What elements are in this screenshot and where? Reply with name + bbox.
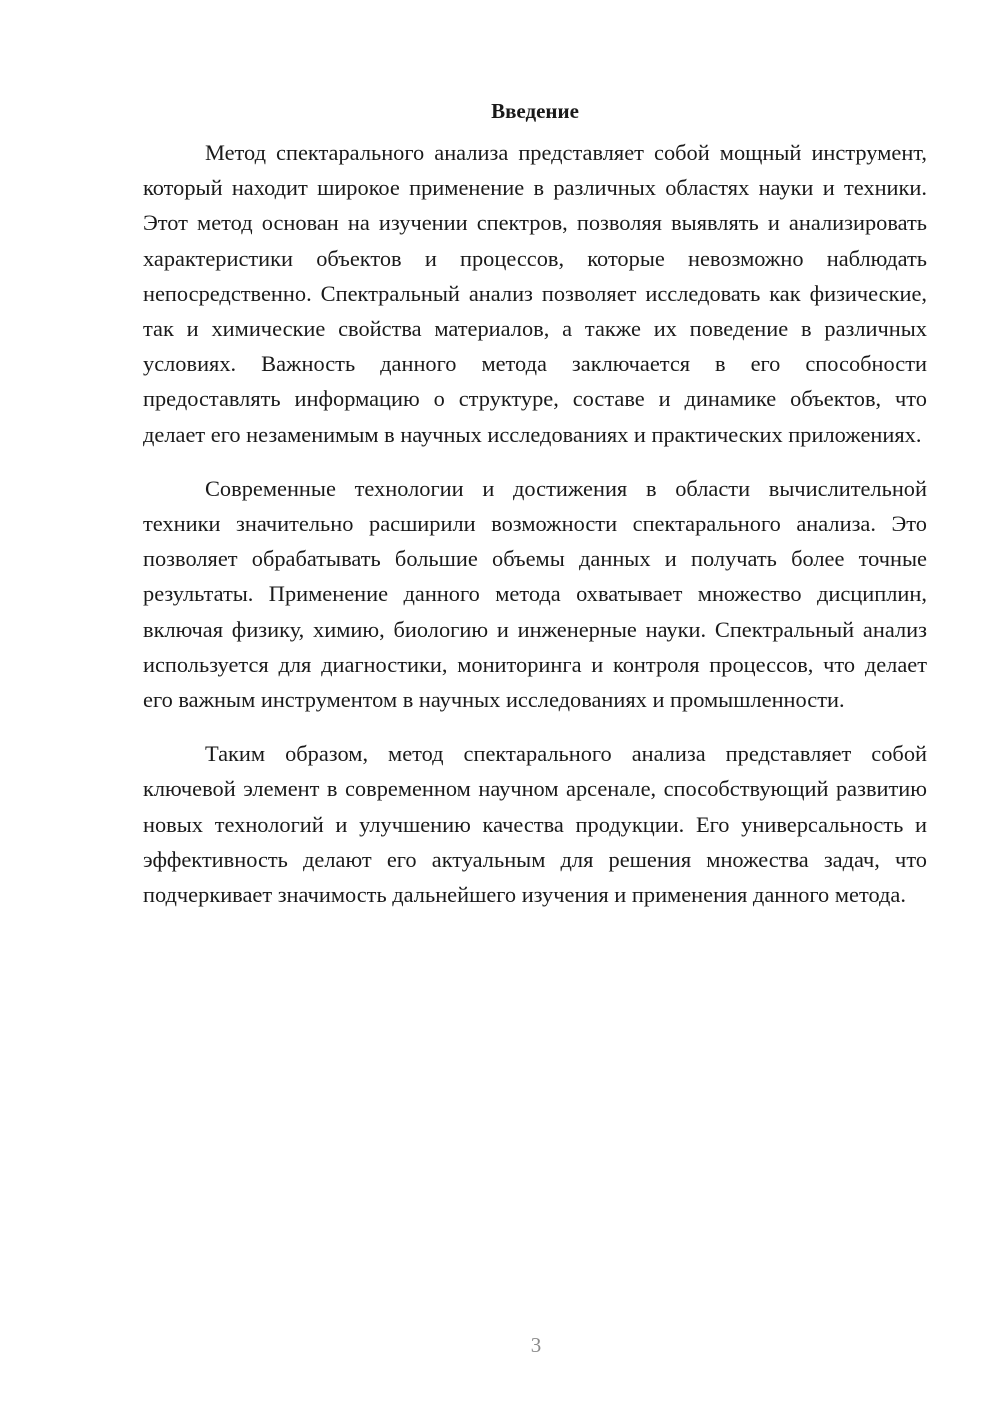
paragraph-1: Метод спектарального анализа представляет собой мощный инструмент, который находит широкое применение в различных областях науки и техники. Этот метод основан на изучении спектров, позволяя выявлять и анализировать характеристики объектов и процессов, которые невозможно наблюдать непосредственно. Спектральный анализ позволяет исследовать как физические, так и химические свойства материалов, а также их поведение в различных условиях. Важность данного метода заключается в его способности предоставлять информацию о структуре, составе и динамике объектов, что делает его незаменимым в научных исследованиях и практических приложениях. (143, 140, 927, 447)
page-title: Введение (491, 99, 579, 123)
page-number: 3 (530, 1333, 542, 1357)
paragraph-3: Таким образом, метод спектарального анализа представляет собой ключевой элемент в современном научном арсенале, способствующий развитию новых технологий и улучшению качества продукции. Его универсальность и эффективность делают его актуальным для решения множества задач, что подчеркивает значимость дальнейшего изучения и применения данного метода. (143, 741, 927, 908)
page-content (143, 94, 927, 931)
paragraph-2: Современные технологии и достижения в области вычислительной техники значительно расширили возможности спектарального анализа. Это позволяет обрабатывать большие объемы данных и получать более точные результаты. Применение данного метода охватывает множество дисциплин, включая физику, химию, биологию и инженерные науки. Спектральный анализ используется для диагностики, мониторинга и контроля процессов, что делает его важным инструментом в научных исследованиях и промышленности. (143, 475, 927, 713)
